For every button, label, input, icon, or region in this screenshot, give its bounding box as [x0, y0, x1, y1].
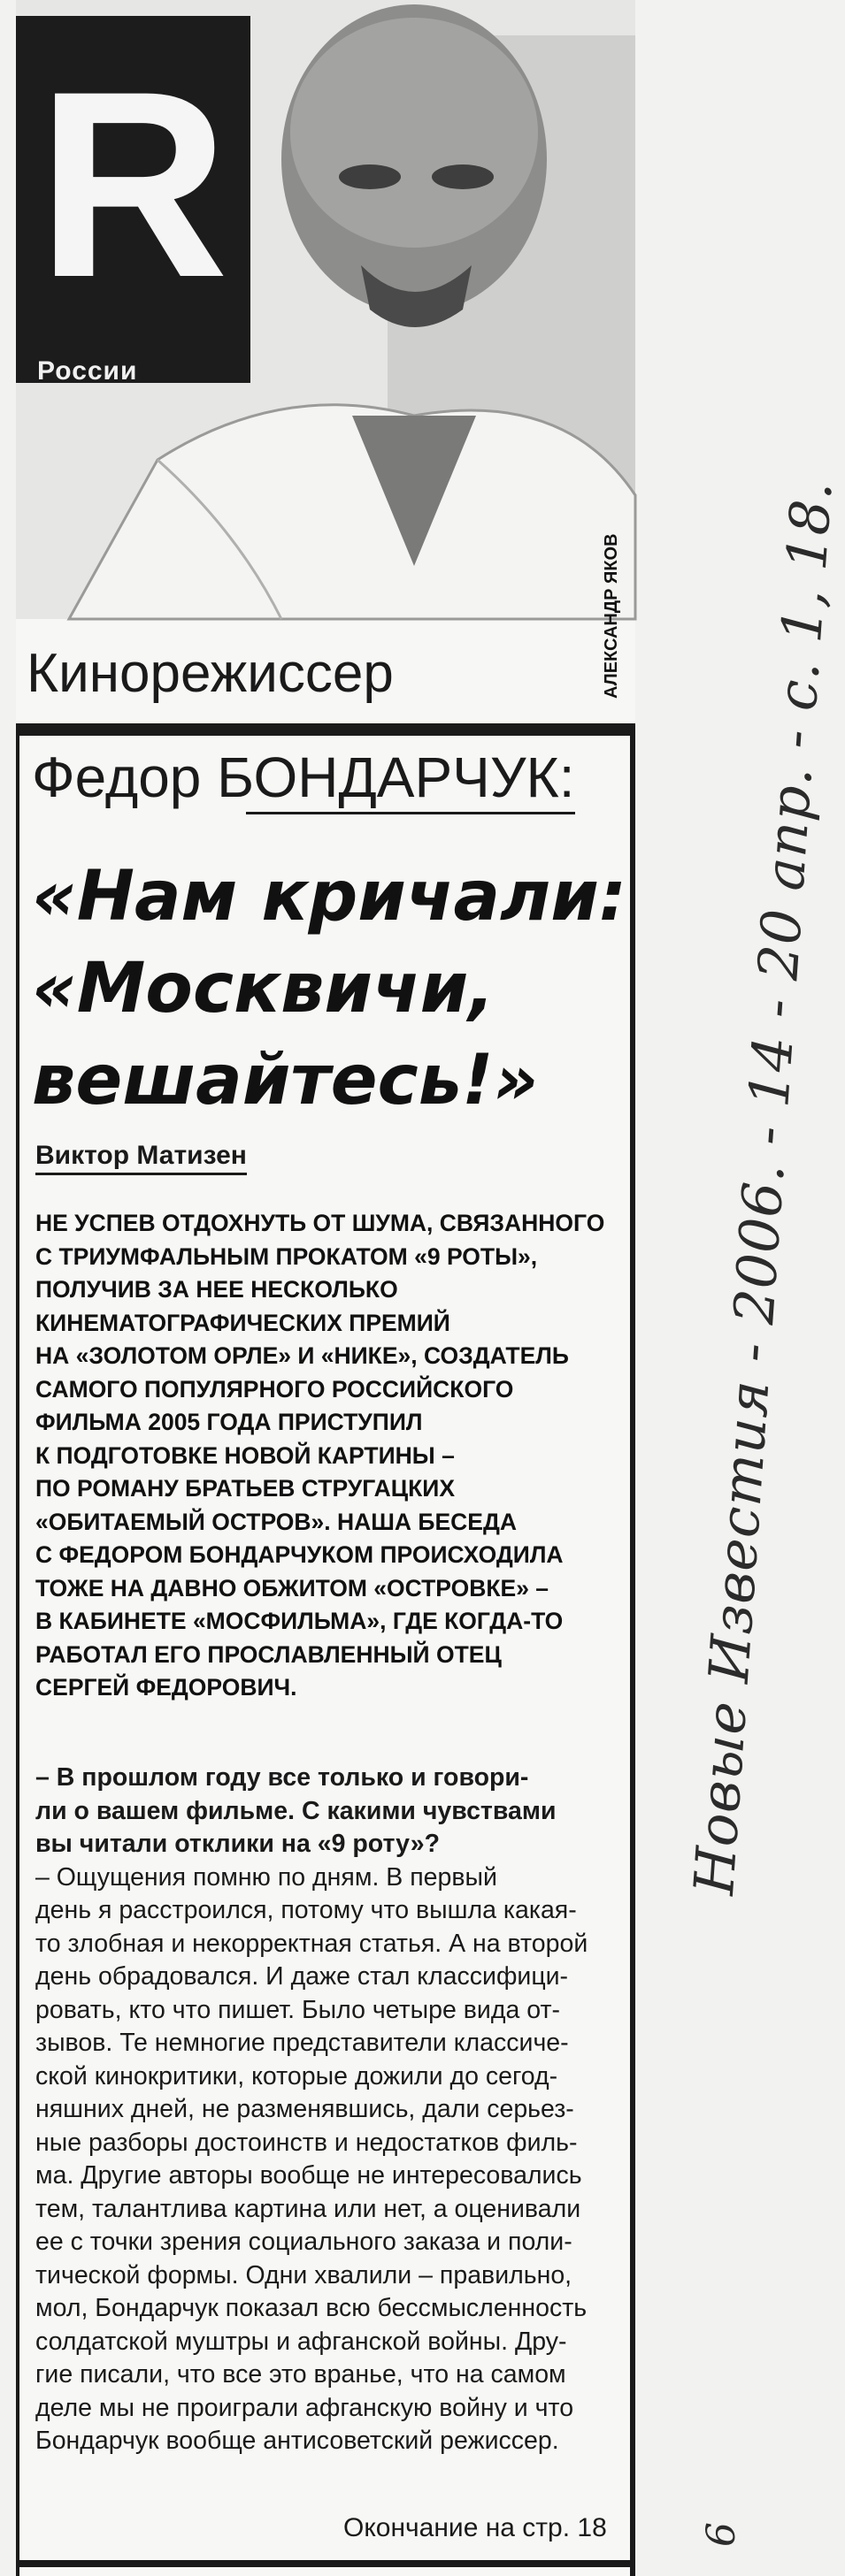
lead-line: КИНЕМАТОГРАФИЧЕСКИХ ПРЕМИЙ	[35, 1309, 450, 1336]
lead-line: СЕРГЕЙ ФЕДОРОВИЧ.	[35, 1674, 297, 1701]
answer-line: ма. Другие авторы вообще не интересовались	[35, 2161, 582, 2190]
answer-line: – Ощущения помню по дням. В первый	[35, 1862, 497, 1892]
bottom-rule	[16, 2560, 635, 2567]
logo-letter: Я	[37, 35, 228, 333]
handwritten-source-note: Новые Известия - 2006. - 14 - 20 апр. - с. 1, 18.	[681, 478, 845, 1898]
lead-line: ФИЛЬМА 2005 ГОДА ПРИСТУПИЛ	[35, 1409, 423, 1435]
lead-line: С ТРИУМФАЛЬНЫМ ПРОКАТОМ «9 РОТЫ»,	[35, 1242, 538, 1270]
answer-line: ее с точки зрения социального заказа и поли-	[35, 2228, 572, 2256]
headline-line: «Нам кричали:	[32, 857, 627, 936]
answer-line: няшних дней, не разменявшись, дали серьез-	[35, 2095, 574, 2123]
lead-line: ТОЖЕ НА ДАВНО ОБЖИТОМ «ОСТРОВКЕ» –	[35, 1574, 549, 1601]
lead-line: РАБОТАЛ ЕГО ПРОСЛАВЛЕННЫЙ ОТЕЦ	[35, 1640, 502, 1668]
logo-caption: России	[37, 356, 138, 386]
headline-line: «Москвичи,	[32, 949, 495, 1028]
headline-line: вешайтесь!»	[32, 1041, 539, 1120]
lead-line: С ФЕДОРОМ БОНДАРЧУКОМ ПРОИСХОДИЛА	[35, 1541, 564, 1568]
photo-credit: АЛЕКСАНДР ЯКОВ	[602, 533, 621, 699]
answer-line: день обрадовался. И даже стал классифици-	[35, 1962, 569, 1991]
question-line: – В прошлом году все только и говори-	[35, 1763, 529, 1792]
person-name: Федор БОНДАРЧУК:	[32, 745, 575, 809]
lead-line: ПО РОМАНУ БРАТЬЕВ СТРУГАЦКИХ	[35, 1475, 455, 1502]
section-label: Кинорежиссер	[27, 643, 394, 704]
answer-line: ровать, кто что пишет. Было четыре вида от-	[35, 1995, 561, 2024]
lead-line: НА «ЗОЛОТОМ ОРЛЕ» И «НИКЕ», СОЗДАТЕЛЬ	[35, 1342, 569, 1369]
lead-line: К ПОДГОТОВКЕ НОВОЙ КАРТИНЫ –	[35, 1441, 455, 1469]
question-line: ли о вашем фильме. С какими чувствами	[35, 1796, 557, 1825]
answer-line: ные разборы достоинств и недостатков филь-	[35, 2128, 578, 2157]
headline	[32, 851, 627, 1127]
top-rule	[16, 723, 635, 736]
lead-paragraph	[35, 1207, 611, 1705]
lead-line: ПОЛУЧИВ ЗА НЕЕ НЕСКОЛЬКО	[35, 1276, 398, 1303]
answer-line: тической формы. Одни хвалили – правильно,	[35, 2260, 572, 2289]
question-line: вы читали отклики на «9 роту»?	[35, 1830, 440, 1858]
answer-line: то злобная и некорректная статья. А на второй	[35, 1929, 588, 1958]
masthead-logo	[16, 16, 250, 386]
lead-line: САМОГО ПОПУЛЯРНОГО РОССИЙСКОГО	[35, 1375, 514, 1403]
lead-line: В КАБИНЕТЕ «МОСФИЛЬМА», ГДЕ КОГДА-ТО	[35, 1608, 564, 1634]
answer-line: гие писали, что все это вранье, что на самом	[35, 2360, 566, 2389]
answer-line: Бондарчук вообще антисоветский режиссер.	[35, 2427, 559, 2455]
lead-line: НЕ УСПЕВ ОТДОХНУТЬ ОТ ШУМА, СВЯЗАННОГО	[35, 1210, 605, 1236]
author-byline: Виктор Матизен	[35, 1141, 247, 1175]
handwritten-page-number: 6	[699, 2522, 744, 2547]
answer-line: деле мы не проиграли афганскую войну и что	[35, 2393, 574, 2422]
answer-line: солдатской муштры и афганской войны. Дру-	[35, 2327, 567, 2356]
answer-line: тем, талантлива картина или нет, а оценивали	[35, 2194, 581, 2223]
answer-line: мол, Бондарчук показал всю бессмысленность	[35, 2294, 588, 2322]
answer-line: ской кинокритики, которые дожили до сегод-	[35, 2061, 558, 2091]
article-body	[35, 1762, 615, 2458]
name-underline	[246, 812, 575, 814]
lead-line: «ОБИТАЕМЫЙ ОСТРОВ». НАША БЕСЕДА	[35, 1508, 517, 1535]
answer-line: зывов. Те немногие представители классиче-	[35, 2029, 569, 2057]
answer-line: день я расстроился, потому что вышла какая-	[35, 1896, 577, 1924]
continuation-note: Окончание на стр. 18	[343, 2513, 607, 2542]
